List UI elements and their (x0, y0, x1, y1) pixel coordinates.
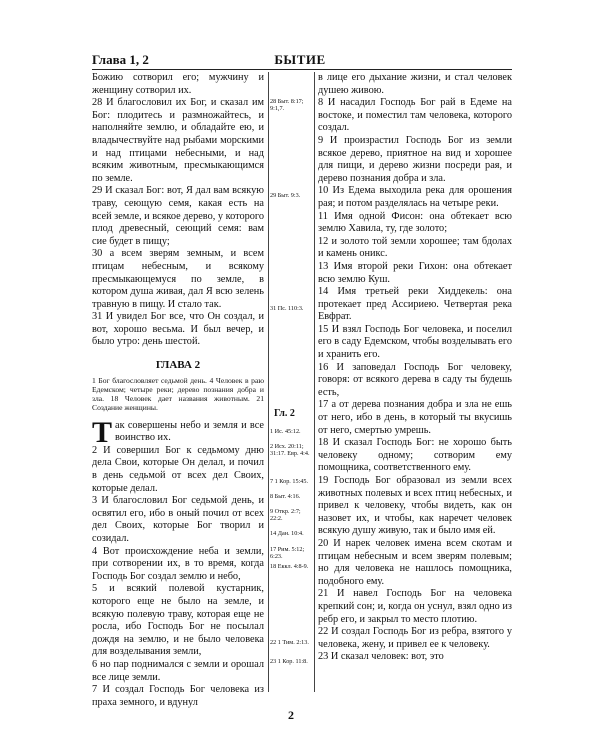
chapter-2-heading: ГЛАВА 2 (155, 359, 201, 372)
verse-paragraph: 4 Вот происхождение неба и земли, при сотворении их, в то время, когда Господь Бог создал землю и небо, (92, 545, 264, 582)
verse-paragraph: 3 И благословил Бог седьмой день, и освятил его, ибо в оный почил от всех дел Своих, которые Бог творил и созидал. (92, 495, 264, 544)
column-divider-right (314, 72, 315, 692)
verse-paragraph: 22 И создал Господь Бог из ребра, взятого у человека, жену, и привел ее к человеку. (318, 626, 512, 650)
verse-paragraph: 5 и всякий полевой кустарник, которого еще не было на земле, и всякую полевую траву, которая еще не росла, ибо Господь Бог не посылал дождя на землю, и не было человека для возделывания земли, (92, 583, 264, 658)
verse-paragraph: 13 Имя второй реки Гихон: она обтекает всю землю Куш. (318, 260, 512, 285)
header-rule (92, 69, 512, 70)
verse-paragraph: 30 а всем зверям земным, и всем птицам небесным, и всякому пресмыкающемуся по земле, в котором душа живая, дал Я всю зелень травную в пищу. И стало так. (92, 248, 264, 310)
verse-paragraph: 11 Имя одной Фисон: она обтекает всю землю Хавила, ту, где золото; (318, 210, 512, 235)
reference-note: 14 Дан. 10:4. (270, 530, 304, 537)
drop-cap-letter: Т (92, 415, 113, 449)
reference-note: 9 Откр. 2:7; 22:2. (270, 508, 301, 522)
reference-note: 7 1 Кор. 15:45. (270, 478, 309, 485)
reference-note: 22 1 Тим. 2:13. (270, 639, 309, 646)
verse-paragraph: 15 И взял Господь Бог человека, и поселил его в саду Едемском, чтобы возделывать его и хранить его. (318, 323, 512, 361)
left-text-column (92, 72, 264, 709)
chapter-2-summary: 1 Бог благословляет седьмой день. 4 Человек в раю Едемском; четыре реки; дерево познания добра и зла. 18 Человек дает названия животным. 21 Создание женщины. (92, 375, 264, 412)
verse-paragraph: 8 И насадил Господь Бог рай в Едеме на востоке, и поместил там человека, которого создал. (318, 97, 512, 134)
reference-note: 31 Пс. 110:3. (270, 305, 304, 312)
chapter-2-marker: Гл. 2 (274, 408, 295, 419)
reference-note: 18 Еккл. 4:8-9. (270, 563, 309, 570)
reference-note: 29 Быт. 9:3. (270, 192, 301, 199)
verse-paragraph: в лице его дыхание жизни, и стал человек душею живою. (318, 72, 512, 96)
verse-paragraph: 6 но пар поднимался с земли и орошал все лице земли. (92, 658, 264, 683)
verse-paragraph: 18 И сказал Господь Бог: не хорошо быть человеку одному; сотворим ему помощника, соответственного ему. (318, 437, 512, 474)
reference-note: 2 Исх. 20:11; 31:17. Евр. 4:4. (270, 443, 310, 457)
chapter-2-verses-left (92, 445, 264, 709)
verse-2-1-text: ак совершены небо и земля и все воинство их. (115, 419, 264, 444)
verse-paragraph: 21 И навел Господь Бог на человека крепкий сон; и, когда он уснул, взял одно из ребр его, и закрыл то место плотию. (318, 588, 512, 625)
verse-paragraph: 2 И совершил Бог к седьмому дню дела Свои, которые Он делал, и почил в день седьмой от всех дел Своих, которые делал. (92, 444, 264, 494)
verse-paragraph: 17 а от дерева познания добра и зла не ешь от него, ибо в день, в который ты вкусишь от него, смертью умрешь. (318, 399, 512, 436)
book-title: БЫТИЕ (274, 52, 326, 67)
cross-reference-column (270, 72, 313, 692)
reference-note: 28 Быт. 8:17; 9:1,7. (270, 98, 304, 112)
verse-paragraph: 20 И нарек человек имена всем скотам и птицам небесным и всем зверям полевым; но для человека не нашлось помощника, подобного ему. (318, 537, 512, 587)
verse-paragraph: 31 И увидел Бог все, что Он создал, и вот, хорошо весьма. И был вечер, и было утро: день шестой. (92, 311, 264, 348)
verse-paragraph: 19 Господь Бог образовал из земли всех животных полевых и всех птиц небесных, и привел к человеку, чтобы видеть, как он назовет их, и чтобы, как наречет человек всякую душу живую, так и было имя ей. (318, 475, 512, 537)
verse-paragraph: 7 И создал Господь Бог человека из праха земного, и вдунул (92, 684, 264, 708)
reference-note: 8 Быт. 4:16. (270, 493, 301, 500)
column-divider-left (268, 72, 269, 692)
verse-paragraph: 10 Из Едема выходила река для орошения рая; и потом разделялась на четыре реки. (318, 185, 512, 209)
verse-paragraph: 9 И произрастил Господь Бог из земли всякое дерево, приятное на вид и хорошее для пищи, и дерево жизни посреди рая, и дерево познания добра и зла. (318, 134, 512, 184)
verse-paragraph: Божию сотворил его; мужчину и женщину сотворил их. (92, 72, 264, 96)
right-text-column (318, 72, 512, 664)
chapter-range-header: Глава 1, 2 (92, 52, 149, 67)
verse-paragraph: 12 и золото той земли хорошее; там бдолах и камень оникс. (318, 235, 512, 260)
verse-paragraph: 14 Имя третьей реки Хиддекель: она протекает пред Ассириею. Четвертая река Евфрат. (318, 286, 512, 323)
reference-note: 17 Рим. 5:12; 6:23. (270, 546, 305, 560)
page-number: 2 (288, 708, 294, 722)
verse-paragraph: 29 И сказал Бог: вот, Я дал вам всякую траву, сеющую семя, какая есть на всей земле, и всякое дерево, у которого плод древесный, сеющий семя: вам сие будет в пищу; (92, 185, 265, 247)
reference-note: 1 Ис. 45:12. (270, 428, 301, 435)
verse-paragraph: 23 И сказал человек: вот, это (318, 651, 444, 663)
chapter-1-verses (92, 72, 264, 349)
reference-note: 23 1 Кор. 11:8. (270, 658, 308, 665)
verse-2-1 (92, 415, 264, 449)
verse-paragraph: 16 И заповедал Господь Бог человеку, говоря: от всякого дерева в саду ты будешь есть, (318, 361, 512, 398)
verse-paragraph: 28 И благословил их Бог, и сказал им Бог: плодитесь и размножайтесь, и наполняйте землю, и обладайте ею, и владычествуйте над рыбами морскими и над птицами небесными, и над всяким животным, пресмыкающимся по земле. (92, 97, 264, 184)
